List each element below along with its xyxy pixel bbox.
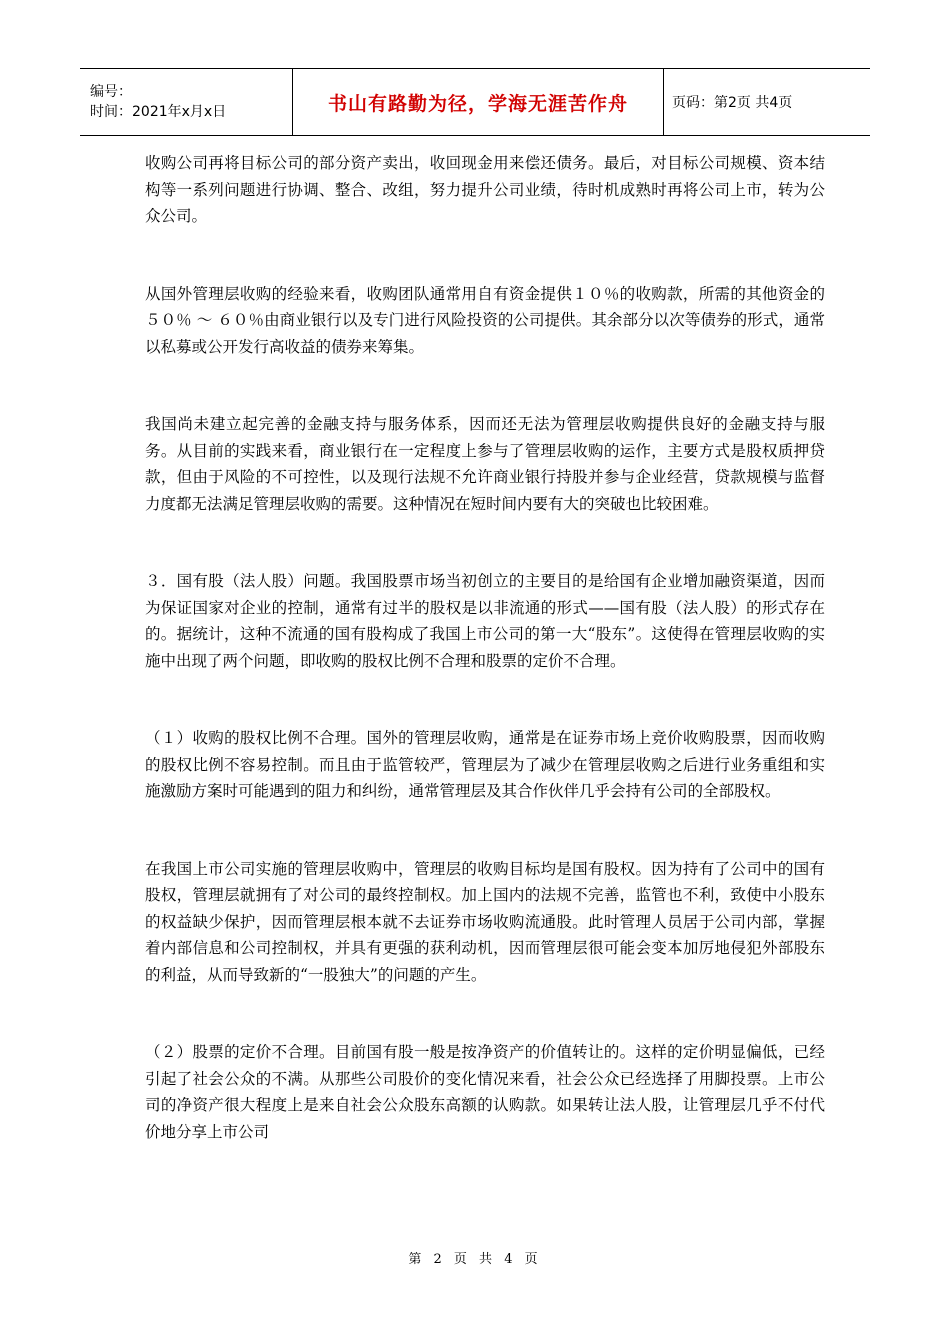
paragraph: 我国尚未建立起完善的金融支持与服务体系，因而还无法为管理层收购提供良好的金融支持与服务。从目前的实践来看，商业银行在一定程度上参与了管理层收购的运作，主要方式是股权质押贷款，但由于风险的不可控性，以及现行法规不允许商业银行持股并参与企业经营，贷款规模与监督力度都无法满足管理层收购的需要。这种情况在短时间内要有大的突破也比较困难。: [145, 415, 825, 513]
paragraph: 在我国上市公司实施的管理层收购中，管理层的收购目标均是国有股权。因为持有了公司中的国有股权，管理层就拥有了对公司的最终控制权。加上国内的法规不完善，监管也不利，致使中小股东的权益缺少保护，因而管理层根本就不去证券市场收购流通股。此时管理人员居于公司内部，掌握着内部信息和公司控制权，并具有更强的获利动机，因而管理层很可能会变本加厉地侵犯外部股东的利益，从而导致新的“一股独大”的问题的产生。: [145, 859, 825, 984]
paragraph: ３．国有股（法人股）问题。我国股票市场当初创立的主要目的是给国有企业增加融资渠道，因而为保证国家对企业的控制，通常有过半的股权是以非流通的形式——国有股（法人股）的形式存在的。据统计，这种不流通的国有股构成了我国上市公司的第一大“股东”。这使得在管理层收购的实施中出现了两个问题，即收购的股权比例不合理和股票的定价不合理。: [145, 572, 825, 670]
page-footer: 第 2 页 共 4 页: [408, 1252, 542, 1267]
code-label: 编号：: [90, 84, 132, 100]
header-meta: [80, 69, 293, 136]
time-label: 时间：2021年x月x日: [90, 104, 227, 120]
page-number-label: 页码：第2页 共4页: [664, 69, 871, 136]
paragraph: 收购公司再将目标公司的部分资产卖出，收回现金用来偿还债务。最后，对目标公司规模、资本结构等一系列问题进行协调、整合、改组，努力提升公司业绩，待时机成熟时再将公司上市，转为公众公司。: [145, 154, 825, 225]
paragraph: 从国外管理层收购的经验来看，收购团队通常用自有资金提供１０％的收购款，所需的其他资金的５０％ ～ ６０％由商业银行以及专门进行风险投资的公司提供。其余部分以次等债券的形式，通常以私募或公开发行高收益的债券来筹集。: [145, 284, 825, 356]
paragraph: （２）股票的定价不合理。目前国有股一般是按净资产的价值转让的。这样的定价明显偏低，已经引起了社会公众的不满。从那些公司股价的变化情况来看，社会公众已经选择了用脚投票。上市公司的净资产很大程度上是来自社会公众股东高额的认购款。如果转让法人股，让管理层几乎不付代价地分享上市公司: [145, 1043, 825, 1141]
header-motto: 书山有路勤为径，学海无涯苦作舟: [293, 69, 664, 136]
page-header: [80, 68, 870, 136]
document-body: [145, 150, 825, 1145]
paragraph: （１）收购的股权比例不合理。国外的管理层收购，通常是在证券市场上竞价收购股票，因而收购的股权比例不容易控制。而且由于监管较严，管理层为了减少在管理层收购之后进行业务重组和实施激励方案时可能遇到的阻力和纠纷，通常管理层及其合作伙伴几乎会持有公司的全部股权。: [145, 729, 825, 800]
